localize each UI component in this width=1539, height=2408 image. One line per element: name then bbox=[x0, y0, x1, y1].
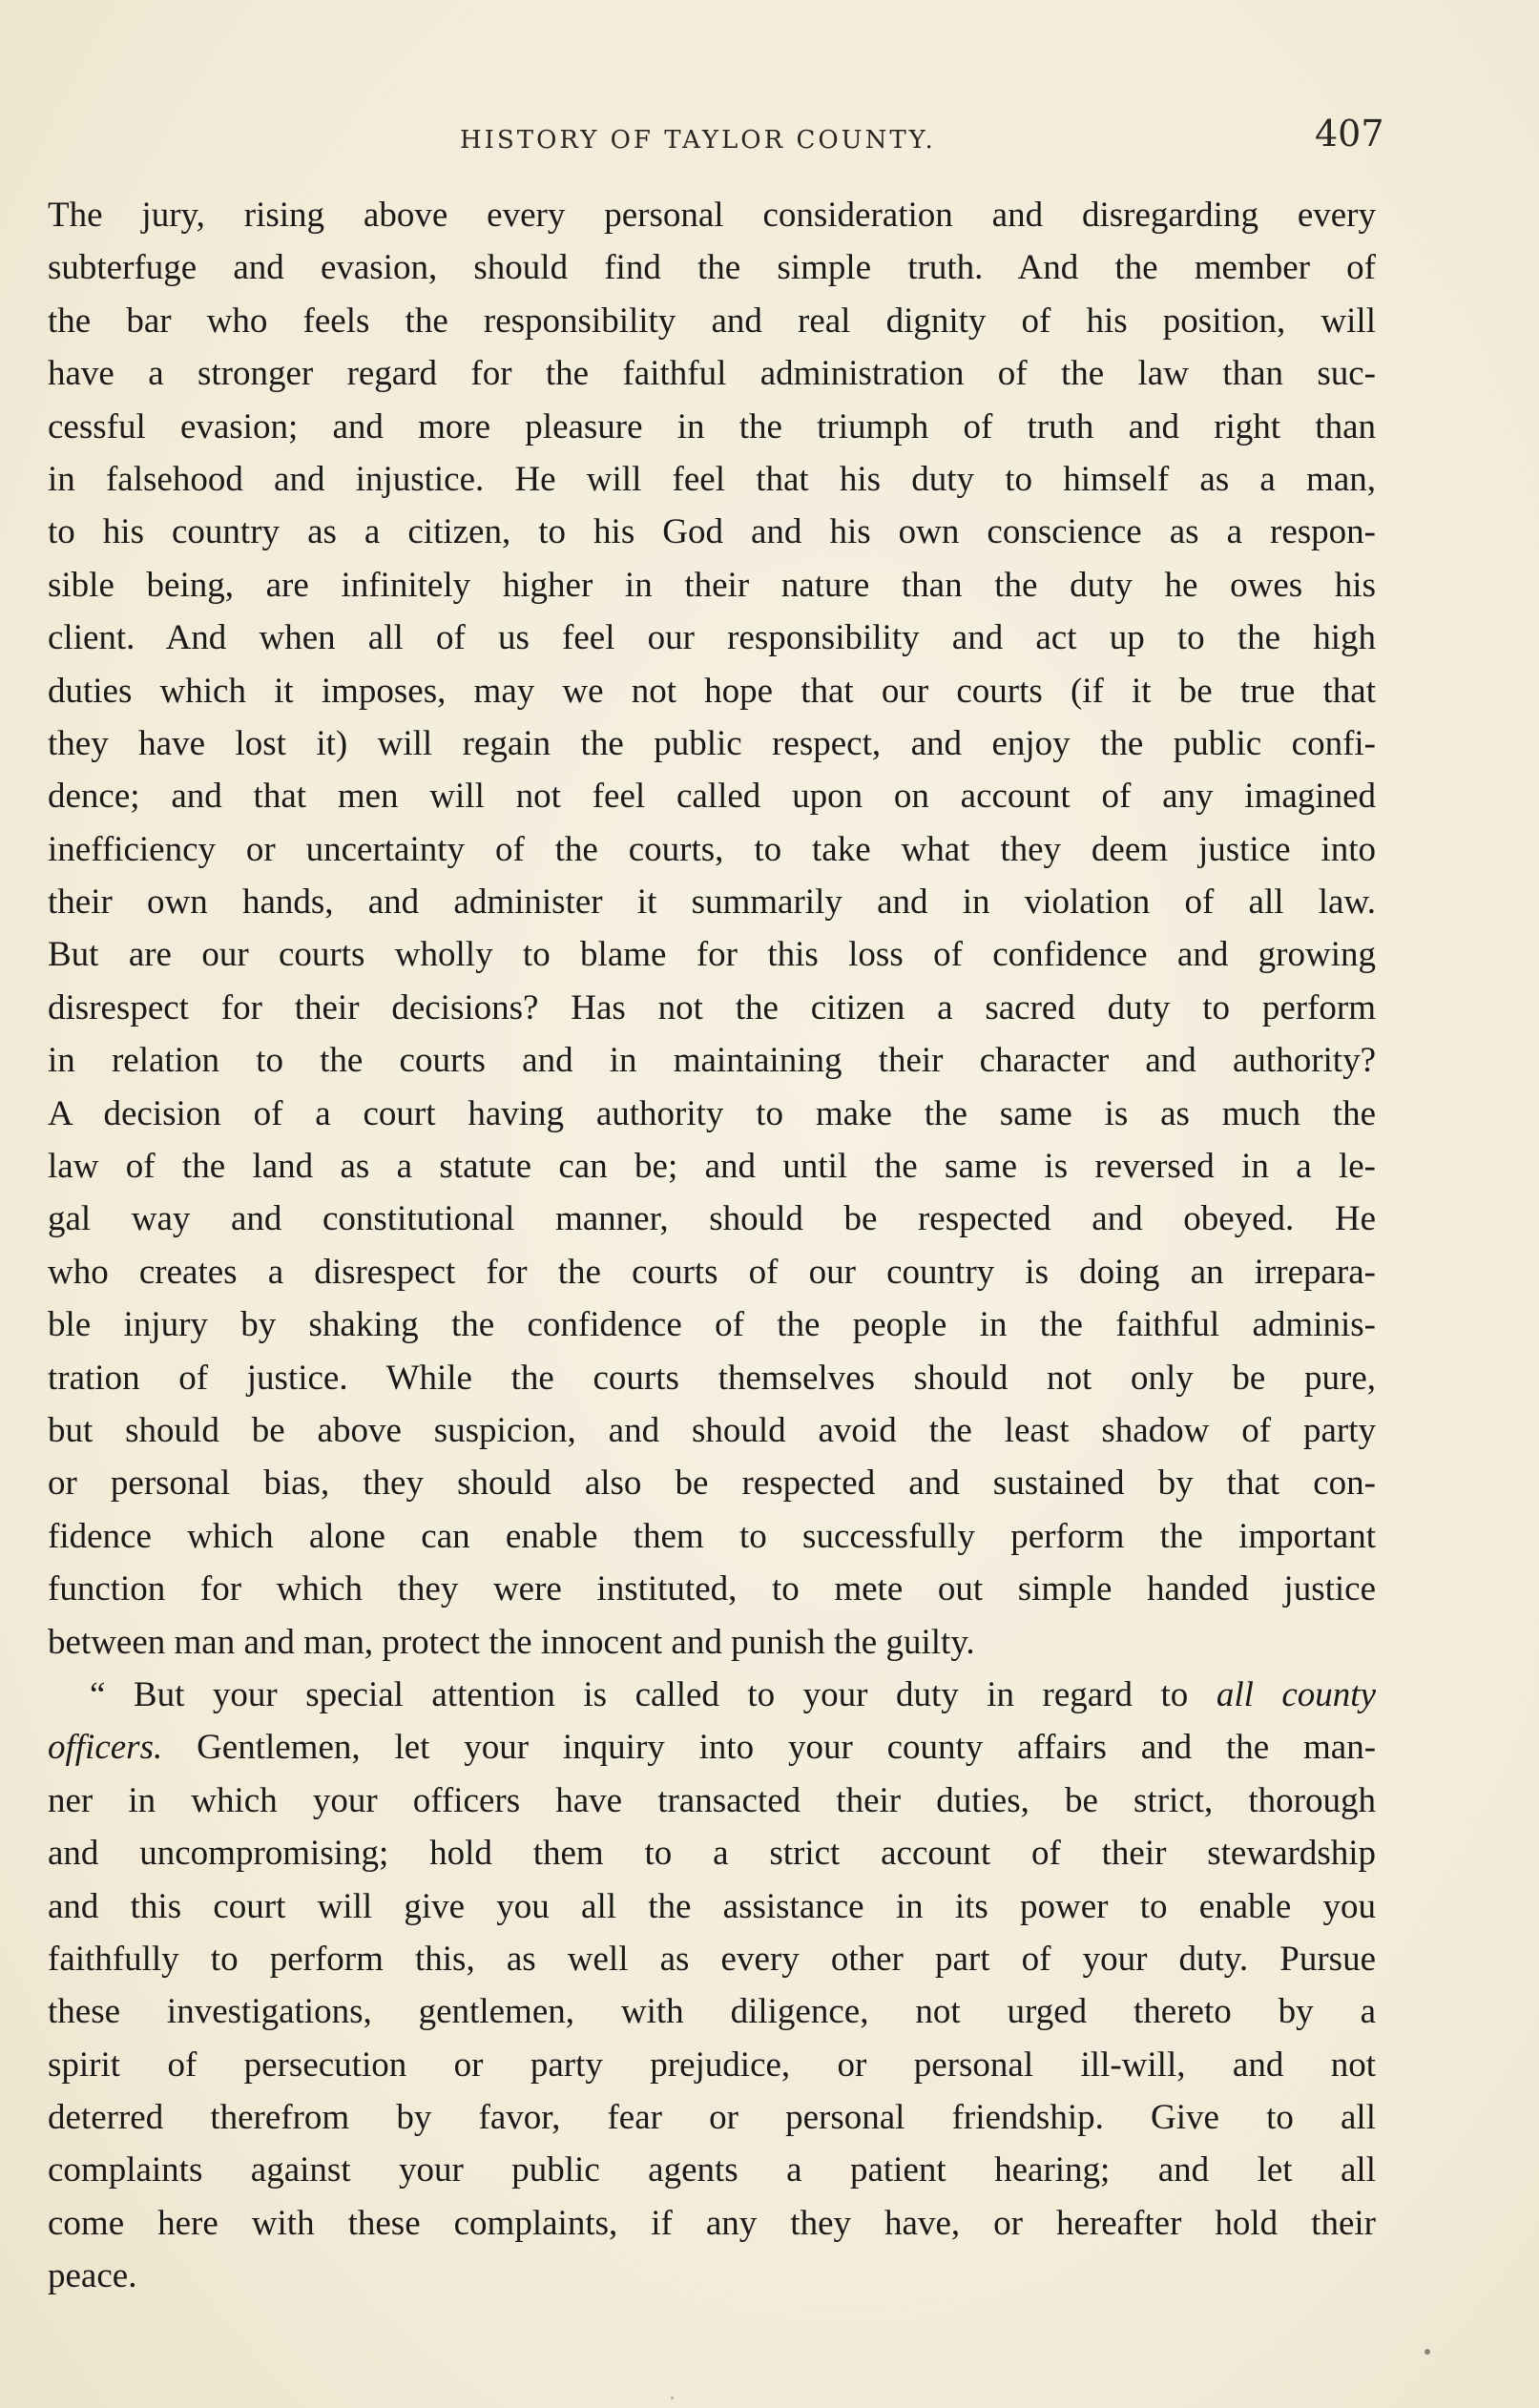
text-line: come here with these complaints, if any they have, or hereafter hold their bbox=[48, 2203, 1376, 2243]
text-line: sible being, are infinitely higher in their nature than the duty he owes his bbox=[48, 565, 1376, 605]
text-line: to his country as a citizen, to his God and his own conscience as a respon- bbox=[48, 512, 1376, 552]
text-line: the bar who feels the responsibility and real dignity of his position, will bbox=[48, 301, 1376, 341]
text-line: complaints against your public agents a patient hearing; and let all bbox=[48, 2150, 1376, 2190]
text-line: in relation to the courts and in maintaining their character and authority? bbox=[48, 1041, 1376, 1081]
text-line: and uncompromising; hold them to a strict account of their stewardship bbox=[48, 1834, 1376, 1874]
italic-text: all county bbox=[1216, 1674, 1376, 1714]
text-line bbox=[48, 1721, 1376, 1774]
paper-speck bbox=[671, 2397, 674, 2399]
text-line: their own hands, and administer it summarily and in violation of all law. bbox=[48, 882, 1376, 923]
text-line: inefficiency or uncertainty of the courts, to take what they deem justice into bbox=[48, 829, 1376, 869]
text-line: faithfully to perform this, as well as every other part of your duty. Pursue bbox=[48, 1939, 1376, 1979]
text-line: but should be above suspicion, and should avoid the least shadow of party bbox=[48, 1410, 1376, 1450]
text-line: fidence which alone can enable them to successfully perform the important bbox=[48, 1516, 1376, 1556]
text-line: and this court will give you all the assistance in its power to enable you bbox=[48, 1886, 1376, 1926]
text-line: disrespect for their decisions? Has not the citizen a sacred duty to perform bbox=[48, 987, 1376, 1028]
text-line: peace. bbox=[48, 2256, 137, 2296]
text-line: function for which they were instituted, to mete out simple handed justice bbox=[48, 1569, 1376, 1609]
text-line: A decision of a court having authority to make the same is as much the bbox=[48, 1093, 1376, 1133]
text-line: duties which it imposes, may we not hope that our courts (if it be true that bbox=[48, 671, 1376, 711]
paper-speck bbox=[1425, 2349, 1430, 2355]
text-line: have a stronger regard for the faithful administration of the law than suc- bbox=[48, 354, 1376, 394]
text-line: dence; and that men will not feel called upon on account of any imagined bbox=[48, 777, 1376, 817]
text-line: between man and man, protect the innocent and punish the guilty. bbox=[48, 1622, 975, 1662]
text-line: deterred therefrom by favor, fear or personal friendship. Give to all bbox=[48, 2098, 1376, 2138]
running-head bbox=[0, 113, 1539, 170]
text-line: The jury, rising above every personal consideration and disregarding every bbox=[48, 196, 1376, 235]
text-run: “ But your special attention is called to your duty in regard to bbox=[90, 1674, 1189, 1714]
page-number: 407 bbox=[1315, 113, 1384, 155]
text-line: cessful evasion; and more pleasure in the triumph of truth and right than bbox=[48, 406, 1376, 446]
text-line: these investigations, gentlemen, with diligence, not urged thereto by a bbox=[48, 1992, 1376, 2032]
running-title: HISTORY OF TAYLOR COUNTY. bbox=[460, 126, 936, 155]
text-line: spirit of persecution or party prejudice, or personal ill-will, and not bbox=[48, 2045, 1376, 2085]
text-line: tration of justice. While the courts themselves should not only be pure, bbox=[48, 1358, 1376, 1398]
text-line: in falsehood and injustice. He will feel that his duty to himself as a man, bbox=[48, 459, 1376, 499]
body-text bbox=[48, 189, 1376, 2303]
text-line: ner in which your officers have transacted their duties, be strict, thorough bbox=[48, 1780, 1376, 1820]
text-line: law of the land as a statute can be; and until the same is reversed in a le- bbox=[48, 1147, 1376, 1187]
italic-text: officers. bbox=[48, 1728, 163, 1768]
text-run: Gentlemen, let your inquiry into your county affairs and the man- bbox=[197, 1728, 1377, 1768]
text-line: gal way and constitutional manner, should be respected and obeyed. He bbox=[48, 1199, 1376, 1239]
text-line bbox=[48, 1669, 1376, 1721]
text-line: ble injury by shaking the confidence of the people in the faithful adminis- bbox=[48, 1305, 1376, 1345]
text-line: subterfuge and evasion, should find the simple truth. And the member of bbox=[48, 248, 1376, 288]
text-line: they have lost it) will regain the public respect, and enjoy the public confi- bbox=[48, 723, 1376, 763]
text-line: or personal bias, they should also be respected and sustained by that con- bbox=[48, 1463, 1376, 1504]
text-line: But are our courts wholly to blame for this loss of confidence and growing bbox=[48, 935, 1376, 975]
text-line: who creates a disrespect for the courts of our country is doing an irrepara- bbox=[48, 1252, 1376, 1292]
text-line: client. And when all of us feel our responsibility and act up to the high bbox=[48, 618, 1376, 658]
